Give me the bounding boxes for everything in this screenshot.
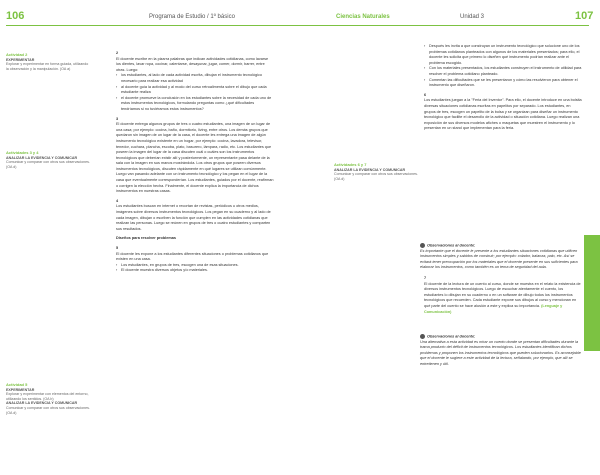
section-heading: Diseños para resolver problemas [116, 236, 176, 241]
activity-5-bullet-2: › El docente muestra diversos objetos y/o materiales. [116, 268, 274, 274]
page-number-left: 106 [6, 10, 25, 22]
activity-2-bullet-3: › el docente promueve la conclusión en los estudiantes sobre la necesidad de cada uno de estos instrumentos tecnológicos, formulando preguntas como ¿qué dificultades tendríamos si no tuviéramos estos instrumentos? [116, 96, 274, 113]
cross-subject-link[interactable]: (Lenguaje y Comunicación) [424, 303, 563, 314]
program-title: Programa de Estudio / 1º básico [149, 14, 235, 20]
side-note-skill: EXPERIMENTAR [6, 57, 35, 62]
activity-number-6: 6 [424, 92, 427, 97]
activity-number-5: 5 [116, 246, 119, 250]
right-main-column-top [424, 44, 582, 132]
teacher-note-1 [420, 243, 584, 271]
activity-6-text: Los estudiantes juegan a la "Feria del Inventor". Para ello, el docente introduce en una bolsita diversas situaciones cotidianas escritas en papelitos por separado. Los estudiantes, en grupos de tres, escogen un papelito de la bolsa y se organizan para diseñar un instrumento tecnológico que facilite el desarrollo de la actividad o situación cotidiana. Luego realizan una exposición de sus diversos modelos afiches o maquetas que muestren el instrumento y lo presentan en un stand que implementan para la feria. [424, 98, 582, 131]
side-note-skill: ANALIZAR LA EVIDENCIA Y COMUNICAR [6, 155, 78, 160]
side-note-text: Explorar y experimentar en forma guiada, utilizando la observación y la manipulación. (OA a) [6, 62, 89, 71]
activity-5-bullet-4: › Con los materiales presentados, los estudiantes construyen el instrumento de utilidad para resolver el problema cotidiano planteado. [424, 66, 582, 77]
side-note-activity-2 [6, 53, 92, 71]
activity-number-3: 3 [116, 116, 119, 121]
teacher-note-2 [420, 334, 584, 367]
activity-4-text: Los estudiantes buscan en internet o recortan de revistas, periódicos u otros medios, imágenes sobre diversos instrumentos tecnológicos. Los pegan en su cuaderno y al lado de cada imagen, dibujan o escriben la función que cumplen en las actividades cotidianas que realizan las personas. Luego se reúnen en grupos de tres o cuatro estudiantes y comparten sus resultados. [116, 204, 271, 231]
note-icon [420, 334, 425, 339]
activity-number-4: 4 [116, 198, 119, 203]
side-note-text: Explorar y experimentar con elementos del entorno, utilizando los sentidos. (OA b) [6, 392, 89, 401]
header-rule [6, 25, 589, 26]
page-number-right: 107 [575, 10, 594, 22]
teacher-note-1-title: Observaciones al docente: [427, 243, 476, 248]
teacher-note-1-text: Es importante que el docente le presente a los estudiantes situaciones cotidianas que utilicen instrumentos simples y sabidos de construir; por ejemplo: colador, balanza, palo, etc. Así se evitará tener preocupación por los materiales que el docente presente en sus suficientes para elaborar los instrumentos, como también es un tema de seguridad del aula. [420, 248, 578, 270]
activity-7-text [424, 282, 582, 316]
side-note-activities-3-4 [6, 151, 92, 169]
side-note-title: Actividad 2 [6, 52, 28, 57]
right-main-column-middle [424, 276, 582, 315]
side-note-text-2: Comunicar y comparar con otros sus observaciones. (OA d) [6, 405, 90, 415]
activity-2-bullet-1: › los estudiantes, al lado de cada actividad escrita, dibujan el instrumento tecnológico necesario para realizar esa actividad [116, 73, 274, 84]
unit-title: Unidad 3 [460, 14, 485, 20]
activity-3-text: El docente entrega algunos grupos de tres o cuatro estudiantes, una imagen de un lugar de una casa; por ejemplo: cocina, baño, dormitorio, living, entre otros. Los demás grupos que quedaron sin imagen de un lugar de la casa, el docente les entrega una imagen de algún instrumento tecnológico existente en un hogar, por ejemplo: cocina, lavadora, televisor, tenedor, cuchara, plancha, escoba, plato, basurero, lámpara, radio, etc. Los estudiantes que poseen la imagen del lugar de la casa discuten cuál o cuáles son los instrumentos tecnológicos que deberían existir allí y posteriormente, un representante pasa delante de la sala con la imagen en sus manos mostrándola. Los otros grupos que poseen diversos instrumentos tecnológicos, discuten rápidamente en qué lugares se utilizan comúnmente. Luego van pasando adelante con un instrumento tecnológico y los pegan en el lugar de la casa que eventualmente corresponderían. Los estudiantes, guiados por el docente, reafirman o corrigen la elección hecha. Finalmente, el docente explica la importancia de dichos instrumentos en nuestras casas. [116, 122, 274, 194]
activity-number-7: 7 [424, 276, 427, 280]
activity-5-bullet-3: › Después les invita a que construyan un instrumento tecnológico que solucione uno de los problemas cotidianos planteados con algunos de los materiales presentados; para ello, el docente les solicita que primero lo diseñen qué instrumento podrían realizar ante el problema escogido. [424, 44, 582, 66]
side-note-title: Actividades 3 y 4 [6, 150, 39, 155]
teacher-note-2-title: Observaciones al docente: [427, 334, 476, 339]
activity-5-bullet-1: › Los estudiantes, en grupos de tres, escogen una de esas situaciones. [116, 263, 274, 269]
side-note-activities-6-7 [334, 163, 420, 181]
side-note-skill: ANALIZAR LA EVIDENCIA Y COMUNICAR [334, 167, 406, 172]
side-note-text: Comunicar y comparar con otros sus observaciones. (OA d) [6, 160, 90, 169]
side-note-activity-5 [6, 383, 92, 415]
subject-title: Ciencias Naturales [336, 14, 390, 20]
activity-2-text: El docente escribe en la pizarra palabras que indican actividades cotidianas, como lavarse los dientes, lavar ropa, cocinar, calentarse, desayunar, jugar, comer, dormir, barrer, entre otras. Luego: [116, 56, 269, 72]
activity-5-text: El docente les expone a los estudiantes diferentes situaciones o problemas cotidianos que existen en una casa. [116, 251, 269, 262]
side-note-title: Actividad 5 [6, 382, 28, 387]
activity-2-bullet-2: › al docente guía la actividad y al modo del curso retroalimenta sobre el dibujo que cada estudiante realiza [116, 85, 274, 96]
note-icon [420, 243, 425, 248]
side-note-text: Comunicar y comparar con otros sus observaciones. (OA d) [334, 172, 418, 181]
side-note-skill-2: ANALIZAR LA EVIDENCIA Y COMUNICAR [6, 401, 78, 406]
left-main-column [116, 51, 274, 274]
activity-7-body: El docente de la lectura de un cuento al curso, donde se muestra en el relato la existencia de diversos instrumentos tecnológicos. Luego de escuchar atentamente el cuento, los estudiantes lo dibujan en su cuaderno o en un software de dibujo todos los instrumentos tecnológicos que recuerden. Cada estudiante expone sus dibujos al curso y mencionan en qué parte del cuento se hace alusión a este y explica su importancia. [424, 281, 581, 308]
activity-5-bullet-5: › Comentan las dificultades que se les presentaron y cómo las resolvieron para obtener el instrumento que diseñaron. [424, 78, 582, 89]
teacher-note-2-text: Una alternativa a esta actividad es mirar un cuento donde se presentan dificultades durante la trama producto del déficit de instrumentos tecnológicos. Los estudiantes identifican dichos problemas y proponen los instrumentos tecnológicos que pueden solucionarlos. Es aconsejable que el docente le sugiere a este actividad de la lectura, señalando, por ejemplo, que allí se entretienen y útil. [420, 339, 581, 366]
side-tab-marker [584, 235, 600, 351]
side-note-skill: EXPERIMENTAR [6, 387, 35, 392]
side-note-title: Actividades 6 y 7 [334, 162, 367, 167]
activity-number-2: 2 [116, 51, 119, 55]
